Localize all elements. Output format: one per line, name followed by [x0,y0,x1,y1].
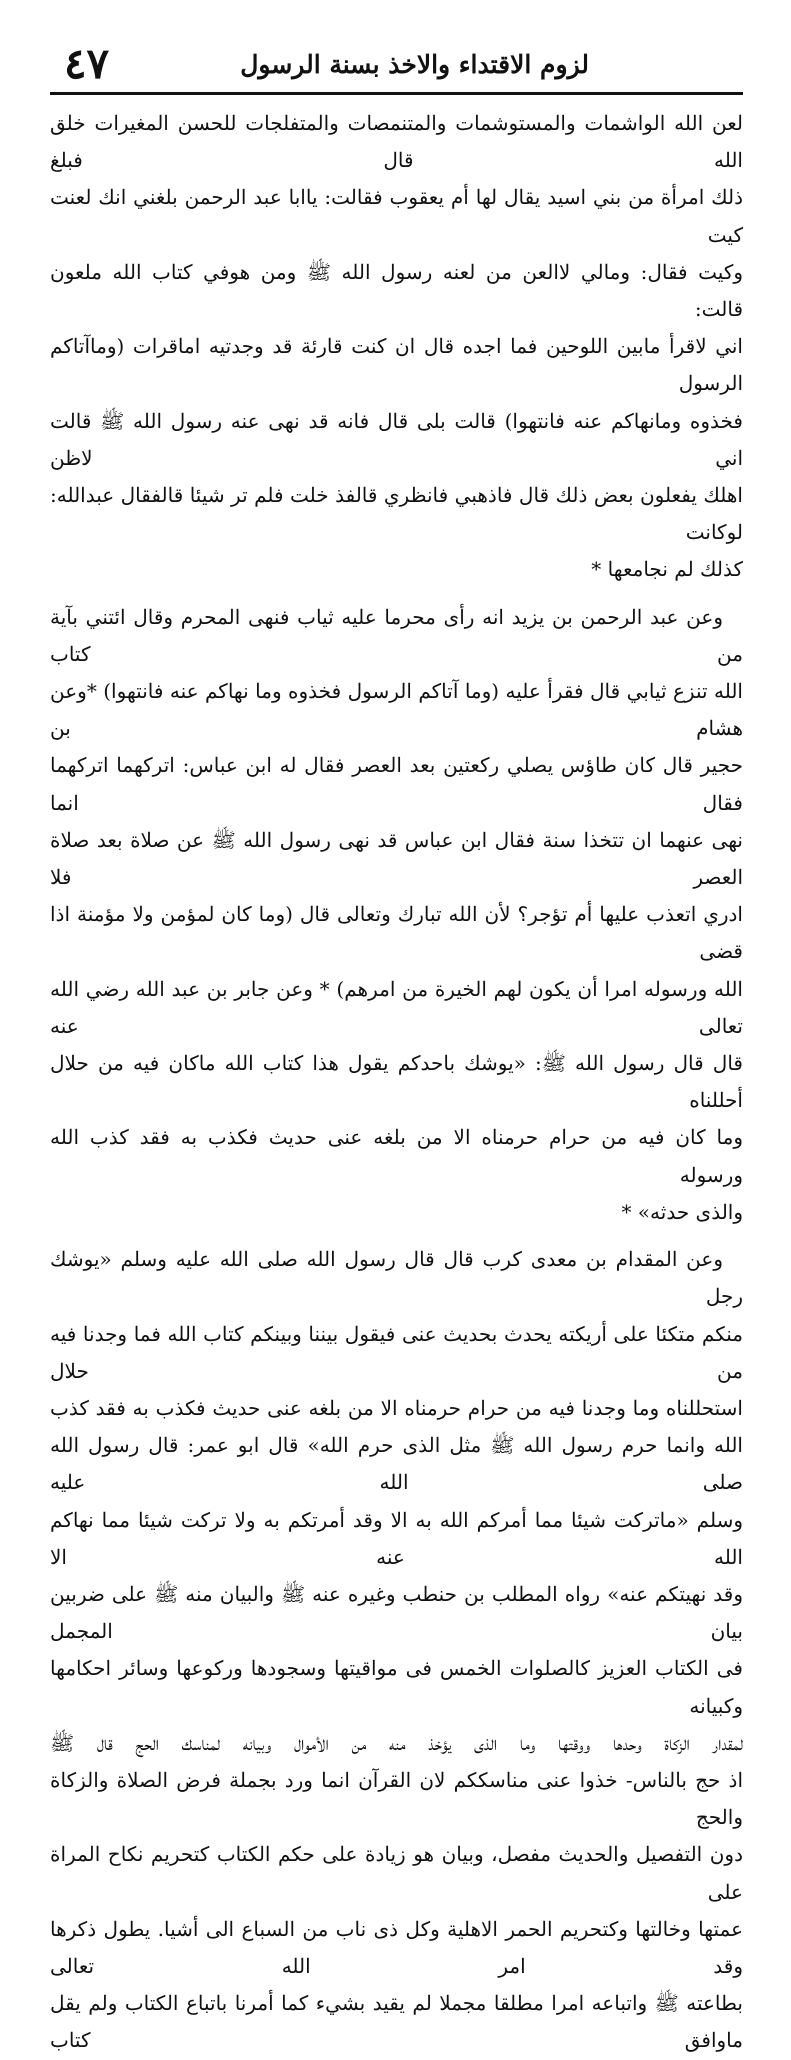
page-header [50,40,743,88]
text-line: وعن المقدام بن معدى كرب قال قال رسول الله صلى الله عليه وسلم «يوشك رجل [50,1247,743,1309]
text-line: عمتها وخالتها وكتحريم الحمر الاهلية وكل ذى ناب من السباع الى أشيا. يطول ذكرها وقد امر الله تعالى [50,1916,743,1978]
paragraph-3 [50,1241,743,2059]
text-line: ادري اتعذب عليها أم تؤجر؟ لأن الله تبارك وتعالى قال (وما كان لمؤمن ولا مؤمنة اذا قضى [50,902,743,964]
page-body [50,105,743,2060]
text-line: نهى عنهما ان تتخذا سنة فقال ابن عباس قد نهى رسول الله ﷺ عن صلاة بعد صلاة العصر فلا [50,827,743,890]
text-line: اذ حج بالناس- خذوا عنى مناسككم لان القرآن انما ورد بجملة فرض الصلاة والزكاة والحج [50,1767,743,1830]
header-rule [50,92,743,95]
text-line: لمقدار الزكاة وحدها ووقتها وما الذى يؤخذ منه من الأموال وبيانه لمناسك الحج قال ﷺ [50,1730,744,1755]
text-line: وعن عبد الرحمن بن يزيد انه رأى محرما عليه ثياب فنهى المحرم وقال ائتني بآية من كتاب [50,604,743,666]
text-line: الله تنزع ثيابي قال فقرأ عليه (وما آتاكم الرسول فخذوه وما نهاكم عنه فانتهوا) *وعن هشام بن [50,679,743,741]
text-line: دون التفصيل والحديث مفصل، وبيان هو زيادة على حكم الكتاب كتحريم نكاح المراة على [50,1842,743,1904]
text-line: منكم متكئا على أريكته يحدث بحديث عنى فيقول بيننا وبينكم كتاب الله فما وجدنا فيه من حلال [50,1321,743,1383]
text-line: حجير قال كان طاؤس يصلي ركعتين بعد العصر فقال له ابن عباس: اتركهما اتركهما فقال انما [50,753,743,815]
text-line: كذلك لم نجامعها * [591,557,743,582]
text-line: ذلك امرأة من بني اسيد يقال لها أم يعقوب فقالت: ياابا عبد الرحمن بلغني انك لعنت كيت [50,185,743,247]
text-line: وكيت فقال: ومالي لاالعن من لعنه رسول الله ﷺ ومن هوفي كتاب الله ملعون قالت: [50,259,743,322]
text-line: فى الكتاب العزيز كالصلوات الخمس فى مواقيتها وسجودها وركوعها وسائر احكامها وكبيانه [50,1656,743,1718]
text-line: والذى حدثه» * [621,1199,743,1224]
text-line: اهلك يفعلون بعض ذلك قال فاذهبي فانظري قالفذ خلت فلم تر شيئا قالفقال عبدالله: لوكانت [50,483,743,545]
text-line: بطاعته ﷺ واتباعه امرا مطلقا مجملا لم يقيد بشيء كما أمرنا باتباع الكتاب ولم يقل ماوافق كتاب [50,1991,743,2053]
running-title: لزوم الاقتداء والاخذ بسنة الرسول [240,49,589,79]
page-number: ٤٧ [64,39,110,88]
text-line: اني لاقرأ مابين اللوحين فما اجده قال ان كنت قارئة قد وجدتيه اماقرات (وماآتاكم الرسول [50,334,743,396]
text-line: فخذوه ومانهاكم عنه فانتهوا) قالت بلى قال فانه قد نهى عنه رسول الله ﷺ قالت اني لاظن [50,408,743,470]
text-line: وسلم «ماتركت شيئا مما أمركم الله به الا وقد أمرتكم به ولا تركت شيئا مما نهاكم الله عنه الا [50,1507,743,1569]
text-line: لعن الله الواشمات والمستوشمات والمتنمصات والمتفلجات للحسن المغيرات خلق الله قال فبلغ [50,111,743,173]
text-line: وقد نهيتكم عنه» رواه المطلب بن حنطب وغيره عنه ﷺ والبيان منه ﷺ على ضربين بيان المجمل [50,1581,743,1644]
text-line: الله وانما حرم رسول الله ﷺ مثل الذى حرم الله» قال ابو عمر: قال رسول الله صلى الله عليه [50,1433,743,1495]
text-line: الله ورسوله امرا أن يكون لهم الخيرة من امرهم) * وعن جابر بن عبد الله رضي الله تعالى عنه [50,976,743,1038]
paragraph-2 [50,599,743,1231]
text-line: استحللناه وما وجدنا فيه من حرام حرمناه الا من بلغه عنى حديث فكذب به فقد كذب [50,1395,743,1420]
text-line: قال قال رسول الله ﷺ: «يوشك باحدكم يقول هذا كتاب الله ماكان فيه من حلال أحللناه [50,1051,743,1113]
text-line: وما كان فيه من حرام حرمناه الا من بلغه عنى حديث فكذب به فقد كذب الله ورسوله [50,1125,744,1187]
paragraph-1 [50,105,743,589]
